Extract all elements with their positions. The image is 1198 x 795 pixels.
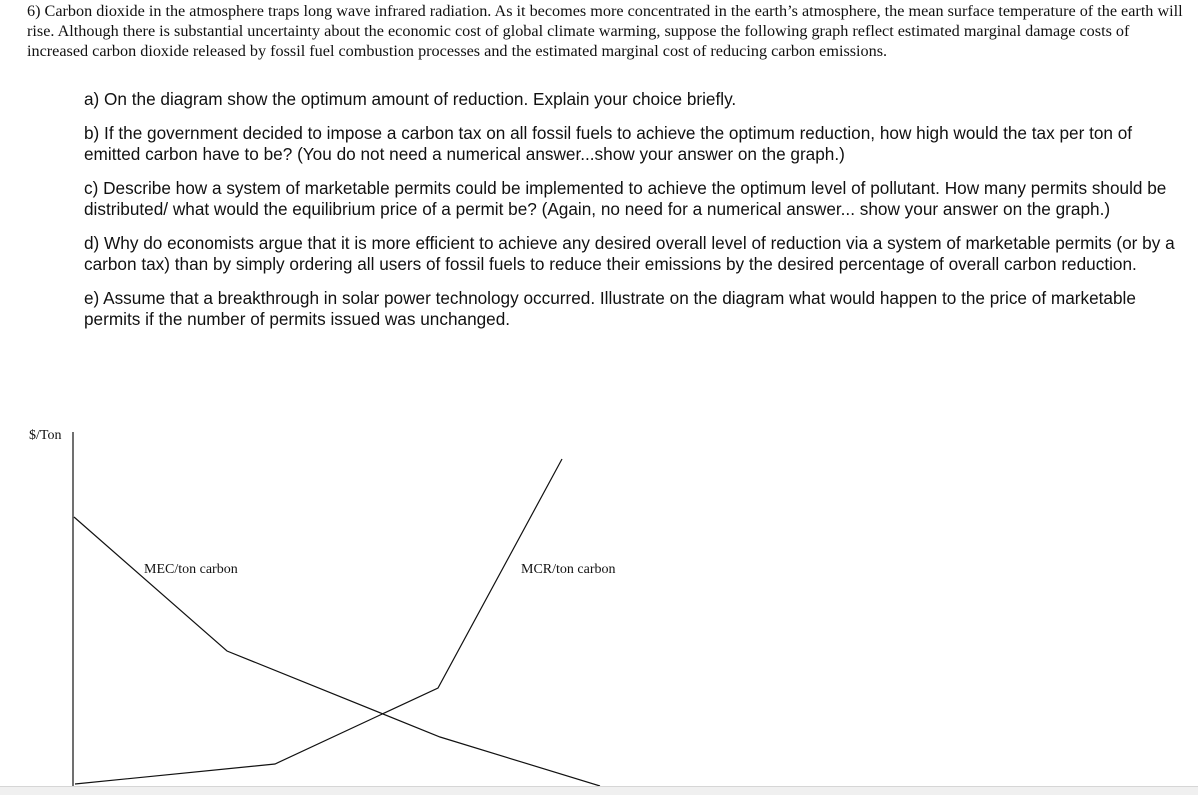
- problem-intro: 6) Carbon dioxide in the atmosphere traps long wave infrared radiation. As it becomes more concentrated in the earth’s atmosphere, the mean surface temperature of the earth will rise. Although there is substantial uncertainty about the economic cost of global climate warming, suppose the following graph reflect estimated marginal damage costs of increased carbon dioxide released by fossil fuel combustion processes and the estimated marginal cost of reducing carbon emissions.: [27, 2, 1183, 60]
- question-c: c) Describe how a system of marketable permits could be implemented to achieve the optimum level of pollutant. How many permits should be distributed/ what would the equilibrium price of a permit be? (Again, no need for a numerical answer... show your answer on the graph.): [84, 178, 1167, 219]
- question-list: [84, 89, 1184, 343]
- mec-curve: [74, 517, 600, 786]
- question-b: b) If the government decided to impose a carbon tax on all fossil fuels to achieve the optimum reduction, how high would the tax per ton of emitted carbon have to be? (You do not need a numerical answer...show your answer on the graph.): [84, 123, 1133, 164]
- question-e: e) Assume that a breakthrough in solar power technology occurred. Illustrate on the diagram what would happen to the price of marketable permits if the number of permits issued was unchanged.: [84, 288, 1136, 329]
- question-d: d) Why do economists argue that it is more efficient to achieve any desired overall level of reduction via a system of marketable permits (or by a carbon tax) than by simply ordering all users of fossil fuels to reduce their emissions by the desired percentage of overall carbon reduction.: [84, 233, 1175, 274]
- mcr-curve-label: MCR/ton carbon: [521, 562, 616, 577]
- mcr-curve: [75, 459, 562, 784]
- question-a: a) On the diagram show the optimum amount of reduction. Explain your choice briefly.: [84, 89, 737, 109]
- y-axis-label: $/Ton: [29, 428, 62, 443]
- cost-diagram: [0, 420, 1198, 786]
- mec-curve-label: MEC/ton carbon: [144, 562, 238, 577]
